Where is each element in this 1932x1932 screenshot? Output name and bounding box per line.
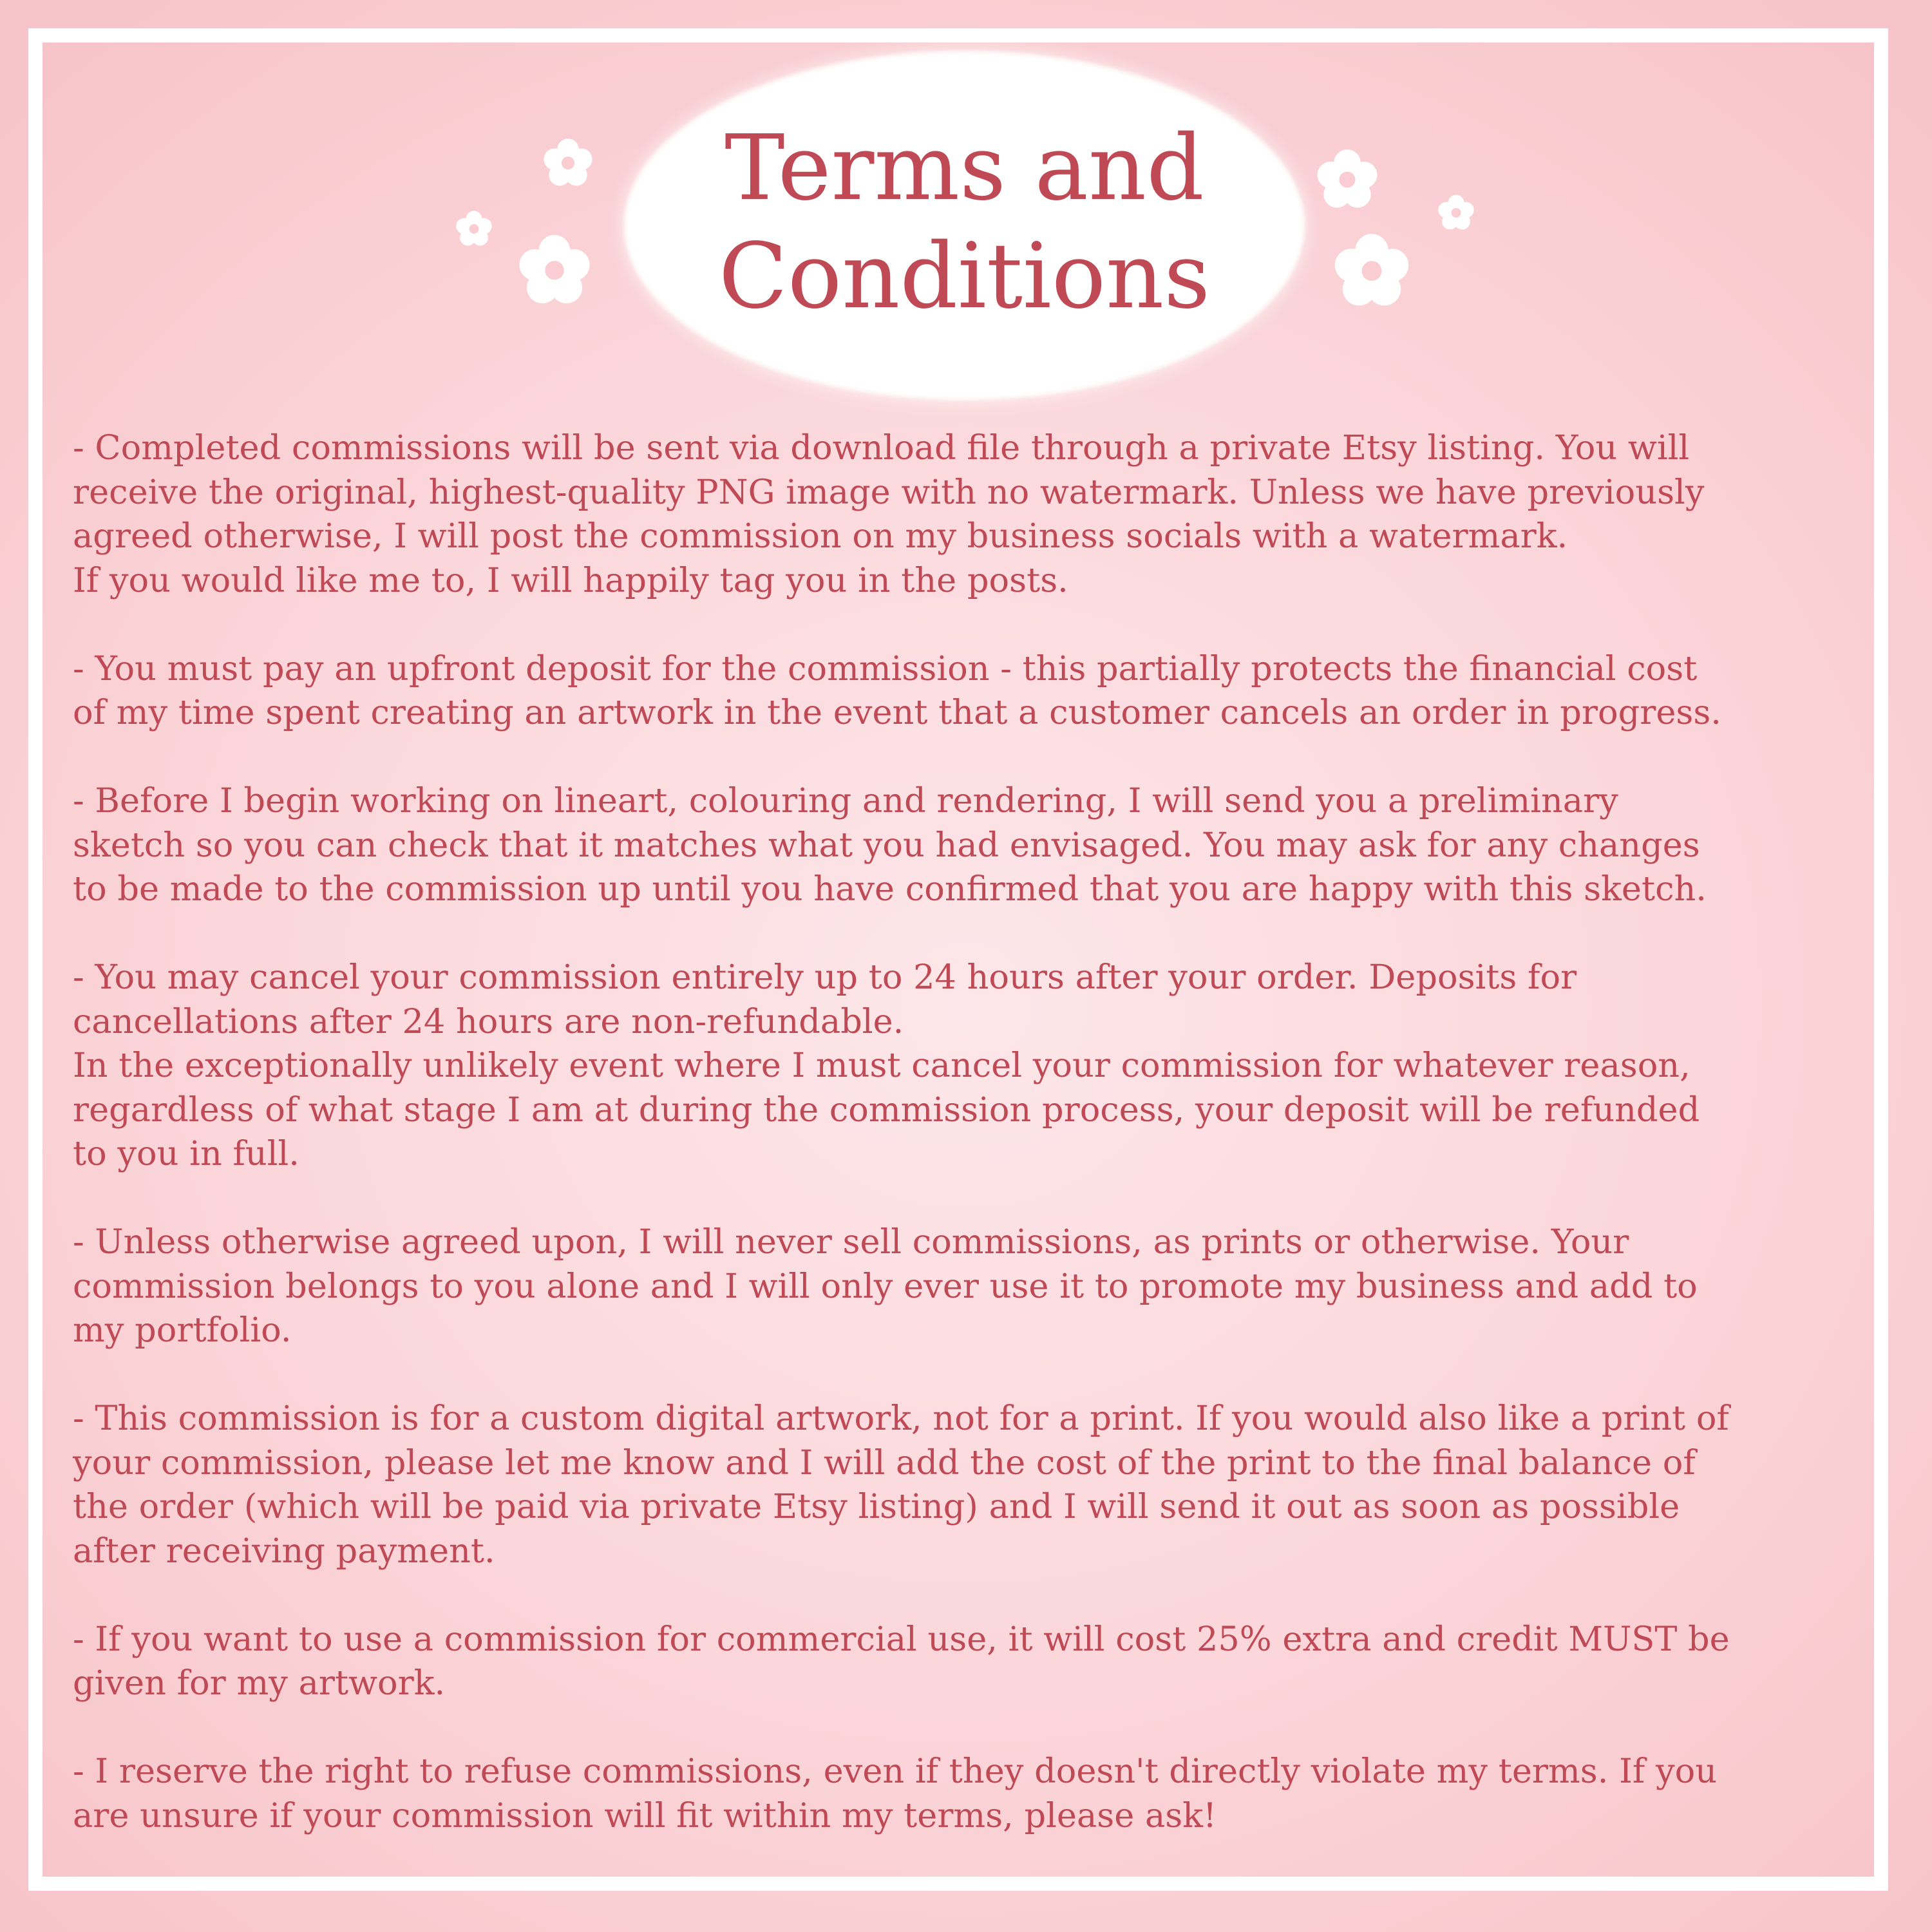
text-line: - You may cancel your commission entirely up to 24 hours after your order. Deposits for (73, 958, 1577, 997)
terms-list (73, 426, 1895, 1882)
text-line: - I reserve the right to refuse commissions, even if they doesn't directly violate my terms. If you (73, 1752, 1718, 1791)
text-line: agreed otherwise, I will post the commission on my business socials with a watermark. (73, 516, 1568, 556)
term-paragraph (73, 647, 1895, 735)
term-paragraph (73, 1397, 1895, 1573)
text-line: the order (which will be paid via private Etsy listing) and I will send it out as soon as possible (73, 1487, 1680, 1526)
text-line: - This commission is for a custom digital artwork, not for a print. If you would also like a print of (73, 1399, 1729, 1438)
text-line: regardless of what stage I am at during the commission process, your deposit will be refunded (73, 1090, 1700, 1130)
text-line: to you in full. (73, 1134, 299, 1173)
text-line: - If you want to use a commission for commercial use, it will cost 25% extra and credit MUST be (73, 1619, 1730, 1659)
flower-icon (1314, 147, 1381, 214)
title-line-1: Terms and (724, 116, 1204, 221)
text-line: your commission, please let me know and I will add the cost of the print to the final balance of (73, 1443, 1696, 1482)
text-line: receive the original, highest-quality PNG image with no watermark. Unless we have previously (73, 472, 1705, 512)
flower-icon (1436, 193, 1476, 233)
flower-icon (541, 137, 595, 191)
term-paragraph (73, 1618, 1895, 1706)
text-line: In the exceptionally unlikely event where I must cancel your commission for whatever reason, (73, 1046, 1690, 1085)
text-line: are unsure if your commission will fit within my terms, please ask! (73, 1795, 1217, 1835)
text-line: - Before I begin working on lineart, colouring and rendering, I will send you a preliminary (73, 781, 1618, 820)
title-line-2: Conditions (718, 224, 1211, 329)
text-line: given for my artwork. (73, 1663, 446, 1703)
term-paragraph (73, 426, 1895, 603)
text-line: after receiving payment. (73, 1531, 495, 1571)
term-paragraph (73, 779, 1895, 912)
flower-icon (515, 232, 594, 310)
page-title (628, 115, 1301, 331)
term-paragraph (73, 1750, 1895, 1838)
flower-icon (1331, 231, 1413, 313)
term-paragraph (73, 1220, 1895, 1353)
text-line: commission belongs to you alone and I will only ever use it to promote my business and add to (73, 1266, 1698, 1306)
flower-icon (454, 209, 494, 249)
text-line: to be made to the commission up until you have confirmed that you are happy with this sketch. (73, 869, 1707, 909)
text-line: my portfolio. (73, 1311, 292, 1350)
text-line: of my time spent creating an artwork in the event that a customer cancels an order in progress. (73, 693, 1721, 732)
text-line: sketch so you can check that it matches what you had envisaged. You may ask for any changes (73, 825, 1700, 865)
text-line: - Completed commissions will be sent via download file through a private Etsy listing. You will (73, 428, 1690, 468)
term-paragraph (73, 956, 1895, 1177)
text-line: cancellations after 24 hours are non-refundable. (73, 1001, 904, 1041)
text-line: If you would like me to, I will happily tag you in the posts. (73, 560, 1068, 600)
text-line: - You must pay an upfront deposit for the commission - this partially protects the financial cost (73, 649, 1698, 688)
text-line: - Unless otherwise agreed upon, I will never sell commissions, as prints or otherwise. Your (73, 1222, 1629, 1262)
